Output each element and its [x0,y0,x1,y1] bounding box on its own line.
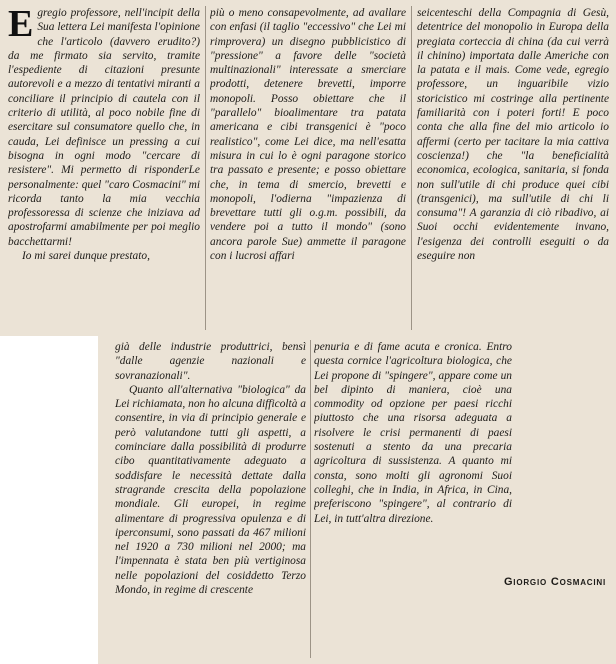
paragraph-text: Io mi sarei dunque prestato, [22,250,150,263]
opening-paragraph [8,6,200,249]
drop-cap: E [8,6,34,45]
column-divider [205,6,206,330]
article-column-4 [115,340,306,660]
article-column-3 [417,6,609,332]
column-divider [411,6,412,330]
paragraph-text: già delle industrie produttrici, bensì "dalle agenzie nazionali e sovranazionali". [115,341,306,382]
paragraph-text: Quanto all'alternativa "biologica" da Lei richiamata, non ho alcuna difficoltà a consentire, in via di principio generale e però valutandone tutti gli aspetti, a cominciare dalla possibilità di produrre cibo quantitativamente adeguato a soddisfare le necessità dettate dalla stragrande crescita della popolazione mondiale. Gli europei, in regime alimentare di progressiva opulenza e di iperconsumi, sono passati da 467 milioni nel 1920 a 730 milioni nel 2000; ma l'impennata è stata ben più vertiginosa nelle popolazioni del cosiddetto Terzo Mondo, in regime di crescente [115,383,306,597]
article-column-1 [8,6,200,332]
article-column-2 [210,6,406,332]
paragraph-text: seicenteschi della Compagnia di Gesù, detentrice del monopolio in Europa della pregiata corteccia di china (da cui verrà il chinino) importata dalle Americhe con la patata e il mais. Come vede, egregio professore, un inguaribile vizio storicistico mi costringe alla pertinente familiarità con i poteri forti! E poco conta che alla fine del mio articolo io affermi (certo per tacitare la mia cattiva coscienza!) che "la beneficialità economica, ecologica, sanitaria, si fonda non sull'utile di chi produce quei cibi (transgenici), ma sull'utile di chi li consuma"! A garanzia di ciò ribadivo, ai Suoi occhi evidentemente invano, l'esigenza dei controlli eseguiti o da eseguire non [417,7,609,263]
paragraph-text: più o meno consapevolmente, ad avallare con enfasi (il taglio "eccessivo" che Lei mi rimprovera) un disegno pubblicistico di "pressione" a favore delle "società multinazionali" interessate a smerciare prodotti, detenere brevetti, imporre monopoli. Posso obiettare che il "parallelo" bioalimentare tra patata americana e cibi transgenici è "poco realistico", come Lei dice, ma nell'esatta misura in cui lo è ogni paragone storico tra passato e presente; e posso obiettare che, in tema di smercio, brevetti e monopoli, l'odierna "impazienza di brevettare tutti gli o.g.m. possibili, da vendere poi a tutto il mondo" (sono ancora parole Sue) ammette il paragone con i lucrosi affari [210,7,406,263]
author-signature: Giorgio Cosmacini [503,576,606,588]
paragraph-text: gregio professore, nell'incipit della Sua lettera Lei manifesta l'opinione che l'articolo (davvero erudito?) da me firmato sia servito, tramite l'espediente di citazioni presunte autorevoli e a mezzo di tentativi miranti a conciliare il principio di cautela con il criterio di utilità, al poco nobile fine di esercitare sul consumatore quello che, in cauda, Lei definisce un pressing a cui bisogna in ogni modo "cercare di resistere". Mi permetto di risponderLe personalmente: quel "caro Cosmacini" mi ricorda tanto la mia vecchia professoressa di scienze che iniziava ad apostrofarmi amabilmente per poi meglio bacchettarmi! [8,7,200,248]
paragraph-text: penuria e di fame acuta e cronica. Entro questa cornice l'agricoltura biologica, che Lei propone di "spingere", appare come un bel dipinto di maniera, cioè una commodity od opzione per paesi ricchi piuttosto che una risorsa adeguata a risolvere le crisi permanenti di paesi sostenuti a stento da una precaria agricoltura di sussistenza. A quanto mi consta, sono molti gli agronomi Suoi colleghi, che in India, in Africa, in Cina, preferiscono "spingere", al contrario di Lei, in tutt'altra direzione. [314,341,512,525]
column-divider [310,340,311,658]
article-column-5 [314,340,512,600]
